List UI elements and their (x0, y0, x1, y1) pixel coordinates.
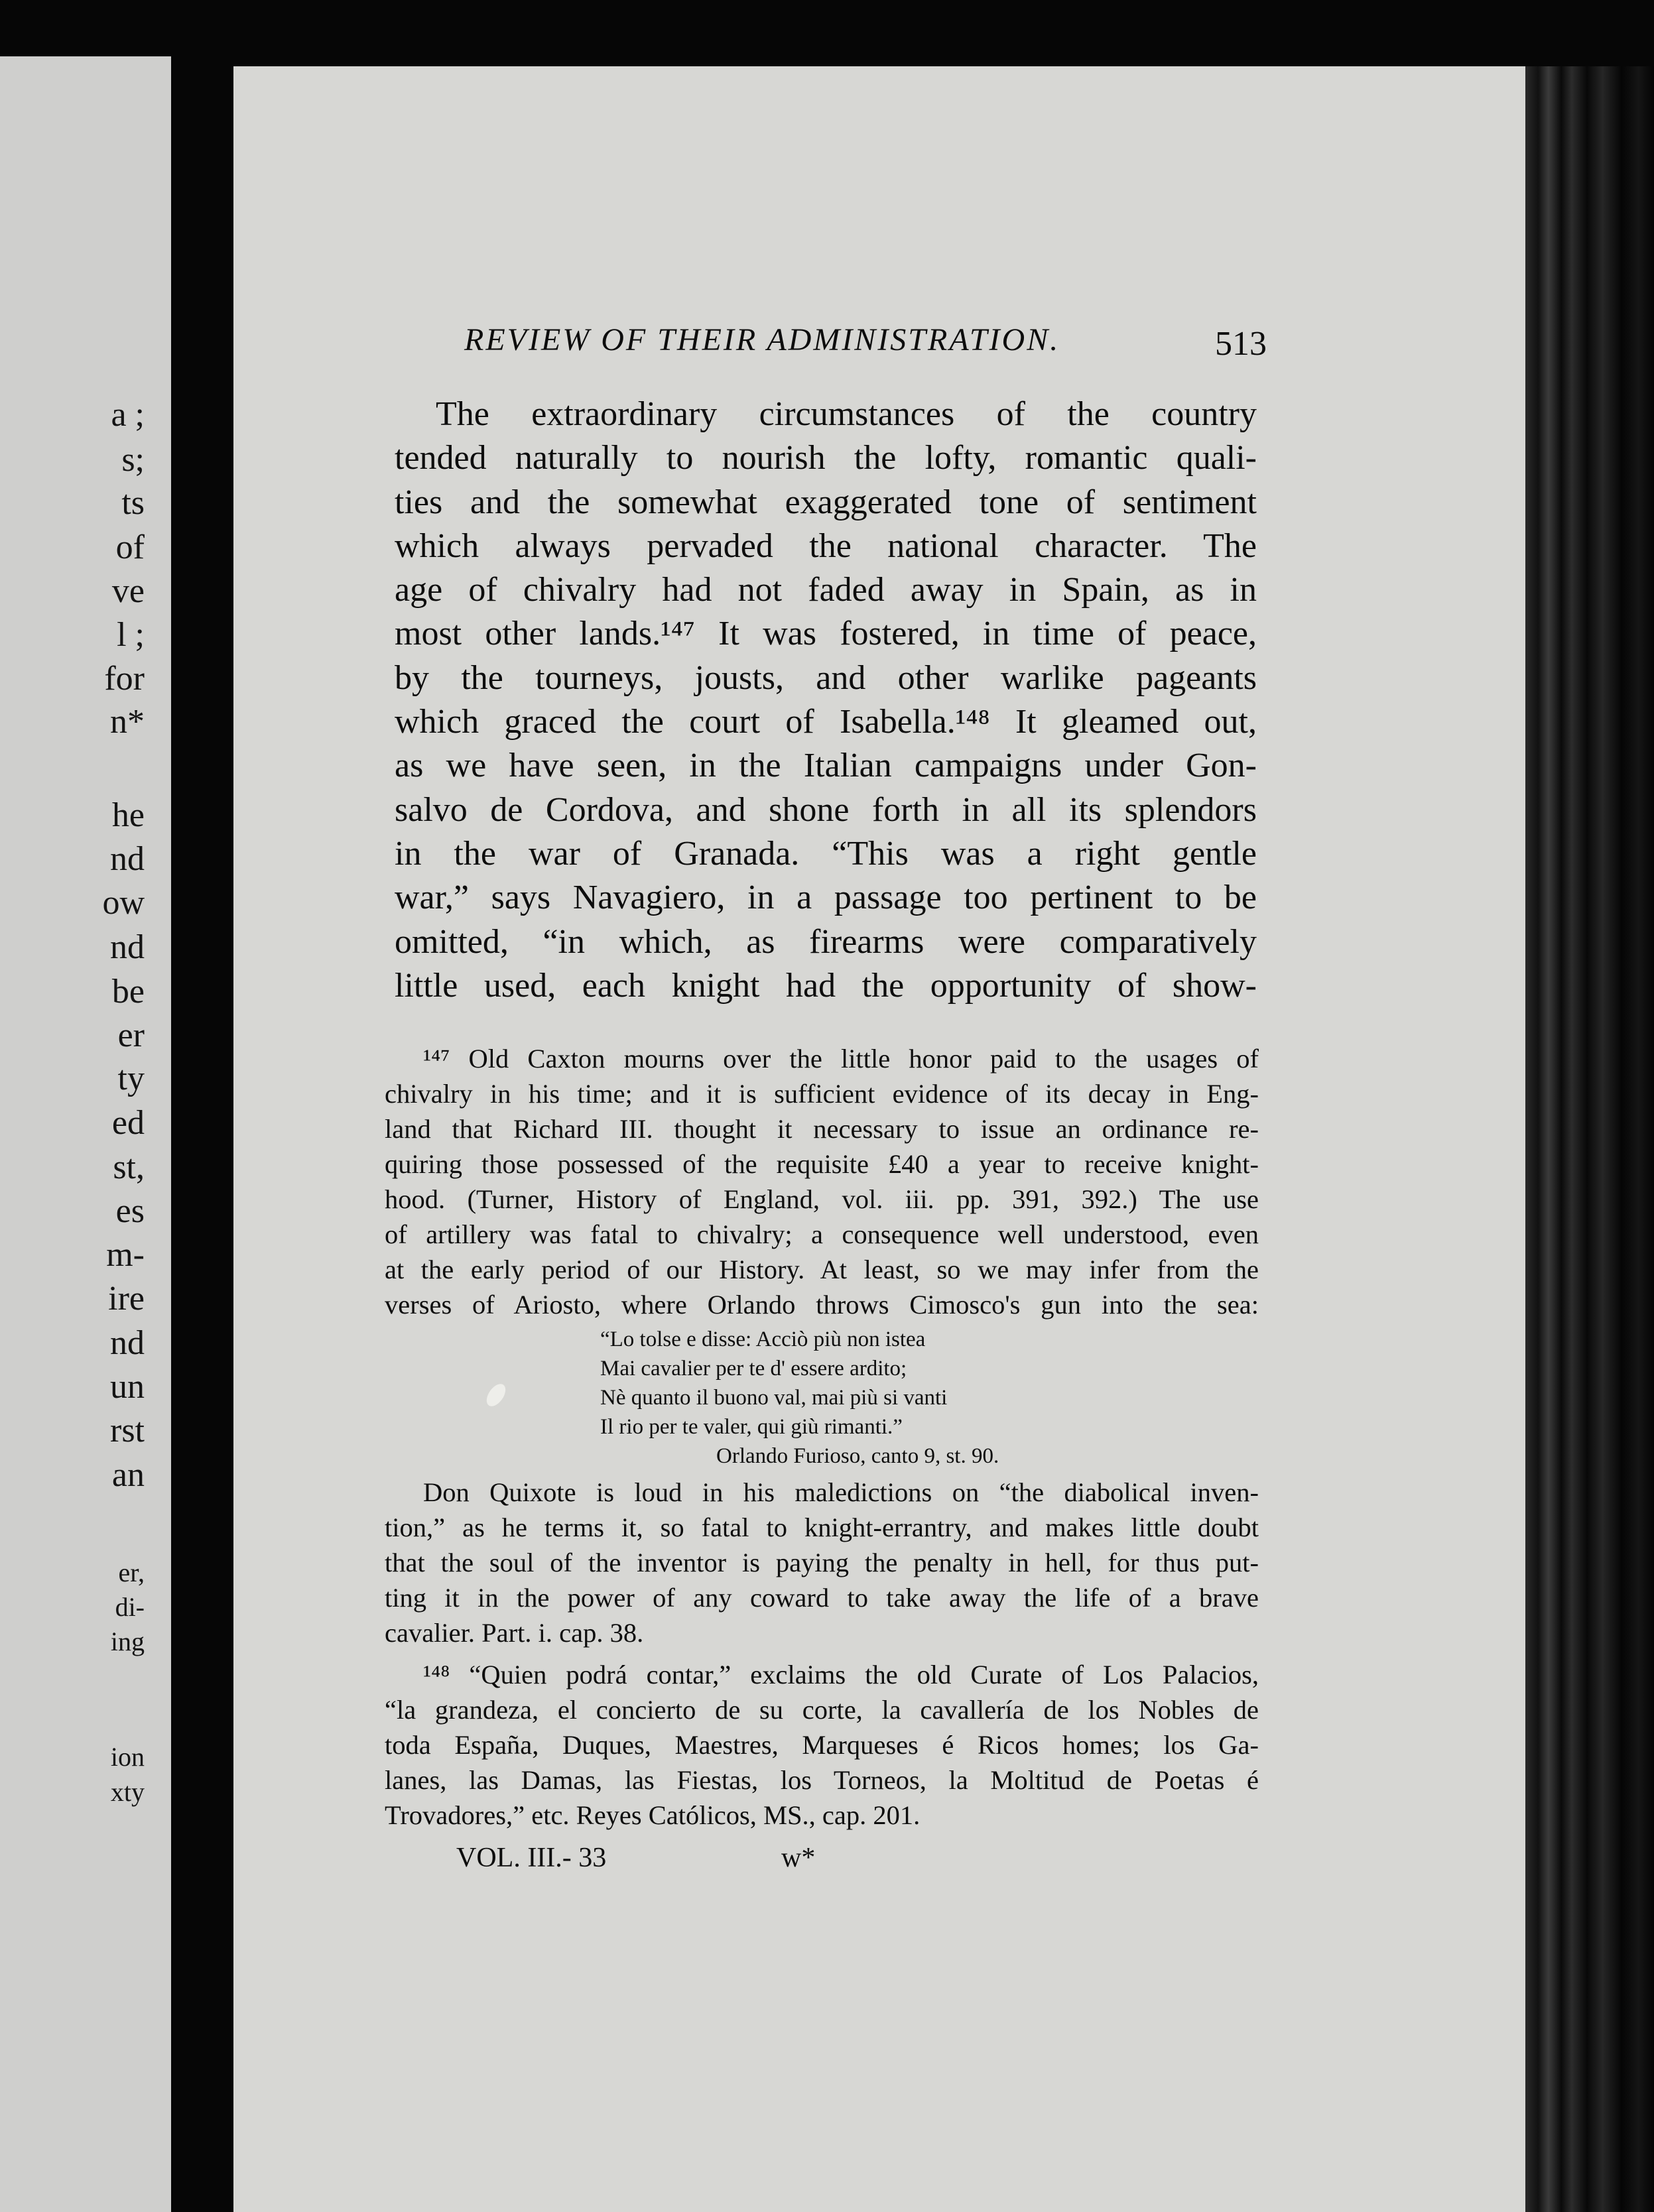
footnotes (385, 1041, 1259, 1833)
page-header (464, 322, 1267, 368)
verse-quotation (385, 1325, 1259, 1471)
signature-mark: w* (781, 1843, 816, 1873)
text-line: The extraordinary circumstances of the country (436, 395, 1257, 433)
text-line: Don Quixote is loud in his maledictions on “the diabolical inven- (423, 1477, 1259, 1507)
facing-page-fragment: an (111, 1456, 145, 1494)
text-line: Il rio per te valer, qui giù rimanti.” (600, 1415, 903, 1439)
facing-page-fragment: ire (108, 1280, 145, 1318)
facing-page-fragment: di- (115, 1592, 145, 1622)
text-line: verses of Ariosto, where Orlando throws Cimosco's gun into the sea: (385, 1290, 1259, 1320)
facing-page-fragment: l ; (117, 616, 145, 654)
footnote-147-continued (385, 1475, 1259, 1650)
facing-page-fragment: ty (117, 1060, 145, 1097)
text-line: omitted, “in which, as firearms were comparatively (395, 922, 1257, 961)
facing-page-fragment: s; (121, 441, 145, 479)
text-line: “Lo tolse e disse: Acciò più non istea (600, 1327, 926, 1351)
text-line: ¹⁴⁸ “Quien podrá contar,” exclaims the old Curate of Los Palacios, (423, 1660, 1259, 1690)
text-line: tion,” as he terms it, so fatal to knight-errantry, and makes little doubt (385, 1512, 1259, 1542)
text-line: as we have seen, in the Italian campaigns under Gon- (395, 747, 1257, 785)
text-line: little used, each knight had the opportunity of show- (395, 966, 1257, 1005)
text-line: which graced the court of Isabella.¹⁴⁸ It gleamed out, (395, 703, 1257, 741)
facing-page-fragment: nd (110, 840, 145, 878)
text-line: Nè quanto il buono val, mai più si vanti (600, 1386, 948, 1410)
text-line: Trovadores,” etc. Reyes Católicos, MS., cap. 201. (385, 1800, 921, 1830)
facing-page-fragment: m- (106, 1236, 145, 1274)
facing-page-edge (0, 56, 171, 2212)
text-line: at the early period of our History. At least, so we may infer from the (385, 1255, 1259, 1284)
facing-page-fragment: nd (110, 928, 145, 966)
text-line: by the tourneys, jousts, and other warlike pageants (395, 658, 1257, 697)
text-line: “la grandeza, el concierto de su corte, la cavallería de los Nobles de (385, 1695, 1259, 1725)
text-line: quiring those possessed of the requisite £40 a year to receive knight- (385, 1149, 1259, 1179)
facing-page-fragment: n* (110, 703, 145, 741)
text-line: in the war of Granada. “This was a right gentle (395, 834, 1257, 873)
text-line: lanes, las Damas, las Fiestas, los Torneos, la Moltitud de Poetas é (385, 1765, 1259, 1795)
facing-page-fragment: ow (102, 884, 145, 922)
footnote-148 (385, 1657, 1259, 1833)
facing-page-fragment: ed (111, 1104, 145, 1142)
facing-page-fragment: er, (118, 1558, 145, 1587)
page-footer (456, 1842, 921, 1882)
text-line: ¹⁴⁷ Old Caxton mourns over the little honor paid to the usages of (423, 1044, 1259, 1074)
text-line: land that Richard III. thought it necessary to issue an ordinance re- (385, 1114, 1259, 1144)
text-line: that the soul of the inventor is paying the penalty in hell, for thus put- (385, 1548, 1259, 1577)
facing-page-fragment: er (117, 1016, 145, 1054)
text-line: ties and the somewhat exaggerated tone of sentiment (395, 483, 1257, 521)
facing-page-fragment: he (111, 796, 145, 834)
facing-page-fragment: un (110, 1368, 145, 1406)
page-number: 513 (1215, 325, 1267, 363)
facing-page-fragment: for (104, 660, 145, 698)
verse-citation: Orlando Furioso, canto 9, st. 90. (716, 1444, 999, 1468)
facing-page-fragment: be (111, 973, 145, 1011)
facing-page-fragment: of (115, 528, 145, 566)
text-line: war,” says Navagiero, in a passage too pertinent to be (395, 879, 1257, 917)
facing-page-fragment: st, (113, 1148, 145, 1186)
main-paragraph (395, 393, 1257, 1008)
text-line: of artillery was fatal to chivalry; a consequence well understood, even (385, 1219, 1259, 1249)
running-head: REVIEW OF THEIR ADMINISTRATION. (464, 322, 1060, 357)
facing-page-fragment: ion (110, 1742, 145, 1772)
text-line: salvo de Cordova, and shone forth in all its splendors (395, 790, 1257, 829)
text-line: age of chivalry had not faded away in Spain, as in (395, 571, 1257, 609)
facing-page-fragment: es (115, 1192, 145, 1230)
facing-page-fragment: nd (110, 1324, 145, 1362)
text-line: chivalry in his time; and it is sufficient evidence of its decay in Eng- (385, 1079, 1259, 1109)
text-line: toda España, Duques, Maestres, Marqueses é Ricos homes; los Ga- (385, 1730, 1259, 1760)
text-line: which always pervaded the national character. The (395, 526, 1257, 565)
volume-signature: VOL. III.- 33 (456, 1843, 607, 1873)
book-binding-shadow (1525, 66, 1654, 2212)
facing-page-fragment: xty (110, 1777, 145, 1807)
text-line: most other lands.¹⁴⁷ It was fostered, in time of peace, (395, 615, 1257, 653)
text-line: cavalier. Part. i. cap. 38. (385, 1618, 644, 1648)
facing-page-fragment: ts (121, 484, 145, 522)
facing-page-fragment: a ; (111, 396, 145, 434)
text-line: ting it in the power of any coward to take away the life of a brave (385, 1583, 1259, 1613)
text-line: Mai cavalier per te d' essere ardito; (600, 1357, 907, 1381)
facing-page-fragment: ing (110, 1627, 145, 1656)
facing-page-fragment: ve (111, 572, 145, 610)
facing-page-fragment: rst (110, 1412, 145, 1449)
text-line: hood. (Turner, History of England, vol. iii. pp. 391, 392.) The use (385, 1184, 1259, 1214)
text-line: tended naturally to nourish the lofty, romantic quali- (395, 439, 1257, 477)
footnote-147 (385, 1041, 1259, 1322)
